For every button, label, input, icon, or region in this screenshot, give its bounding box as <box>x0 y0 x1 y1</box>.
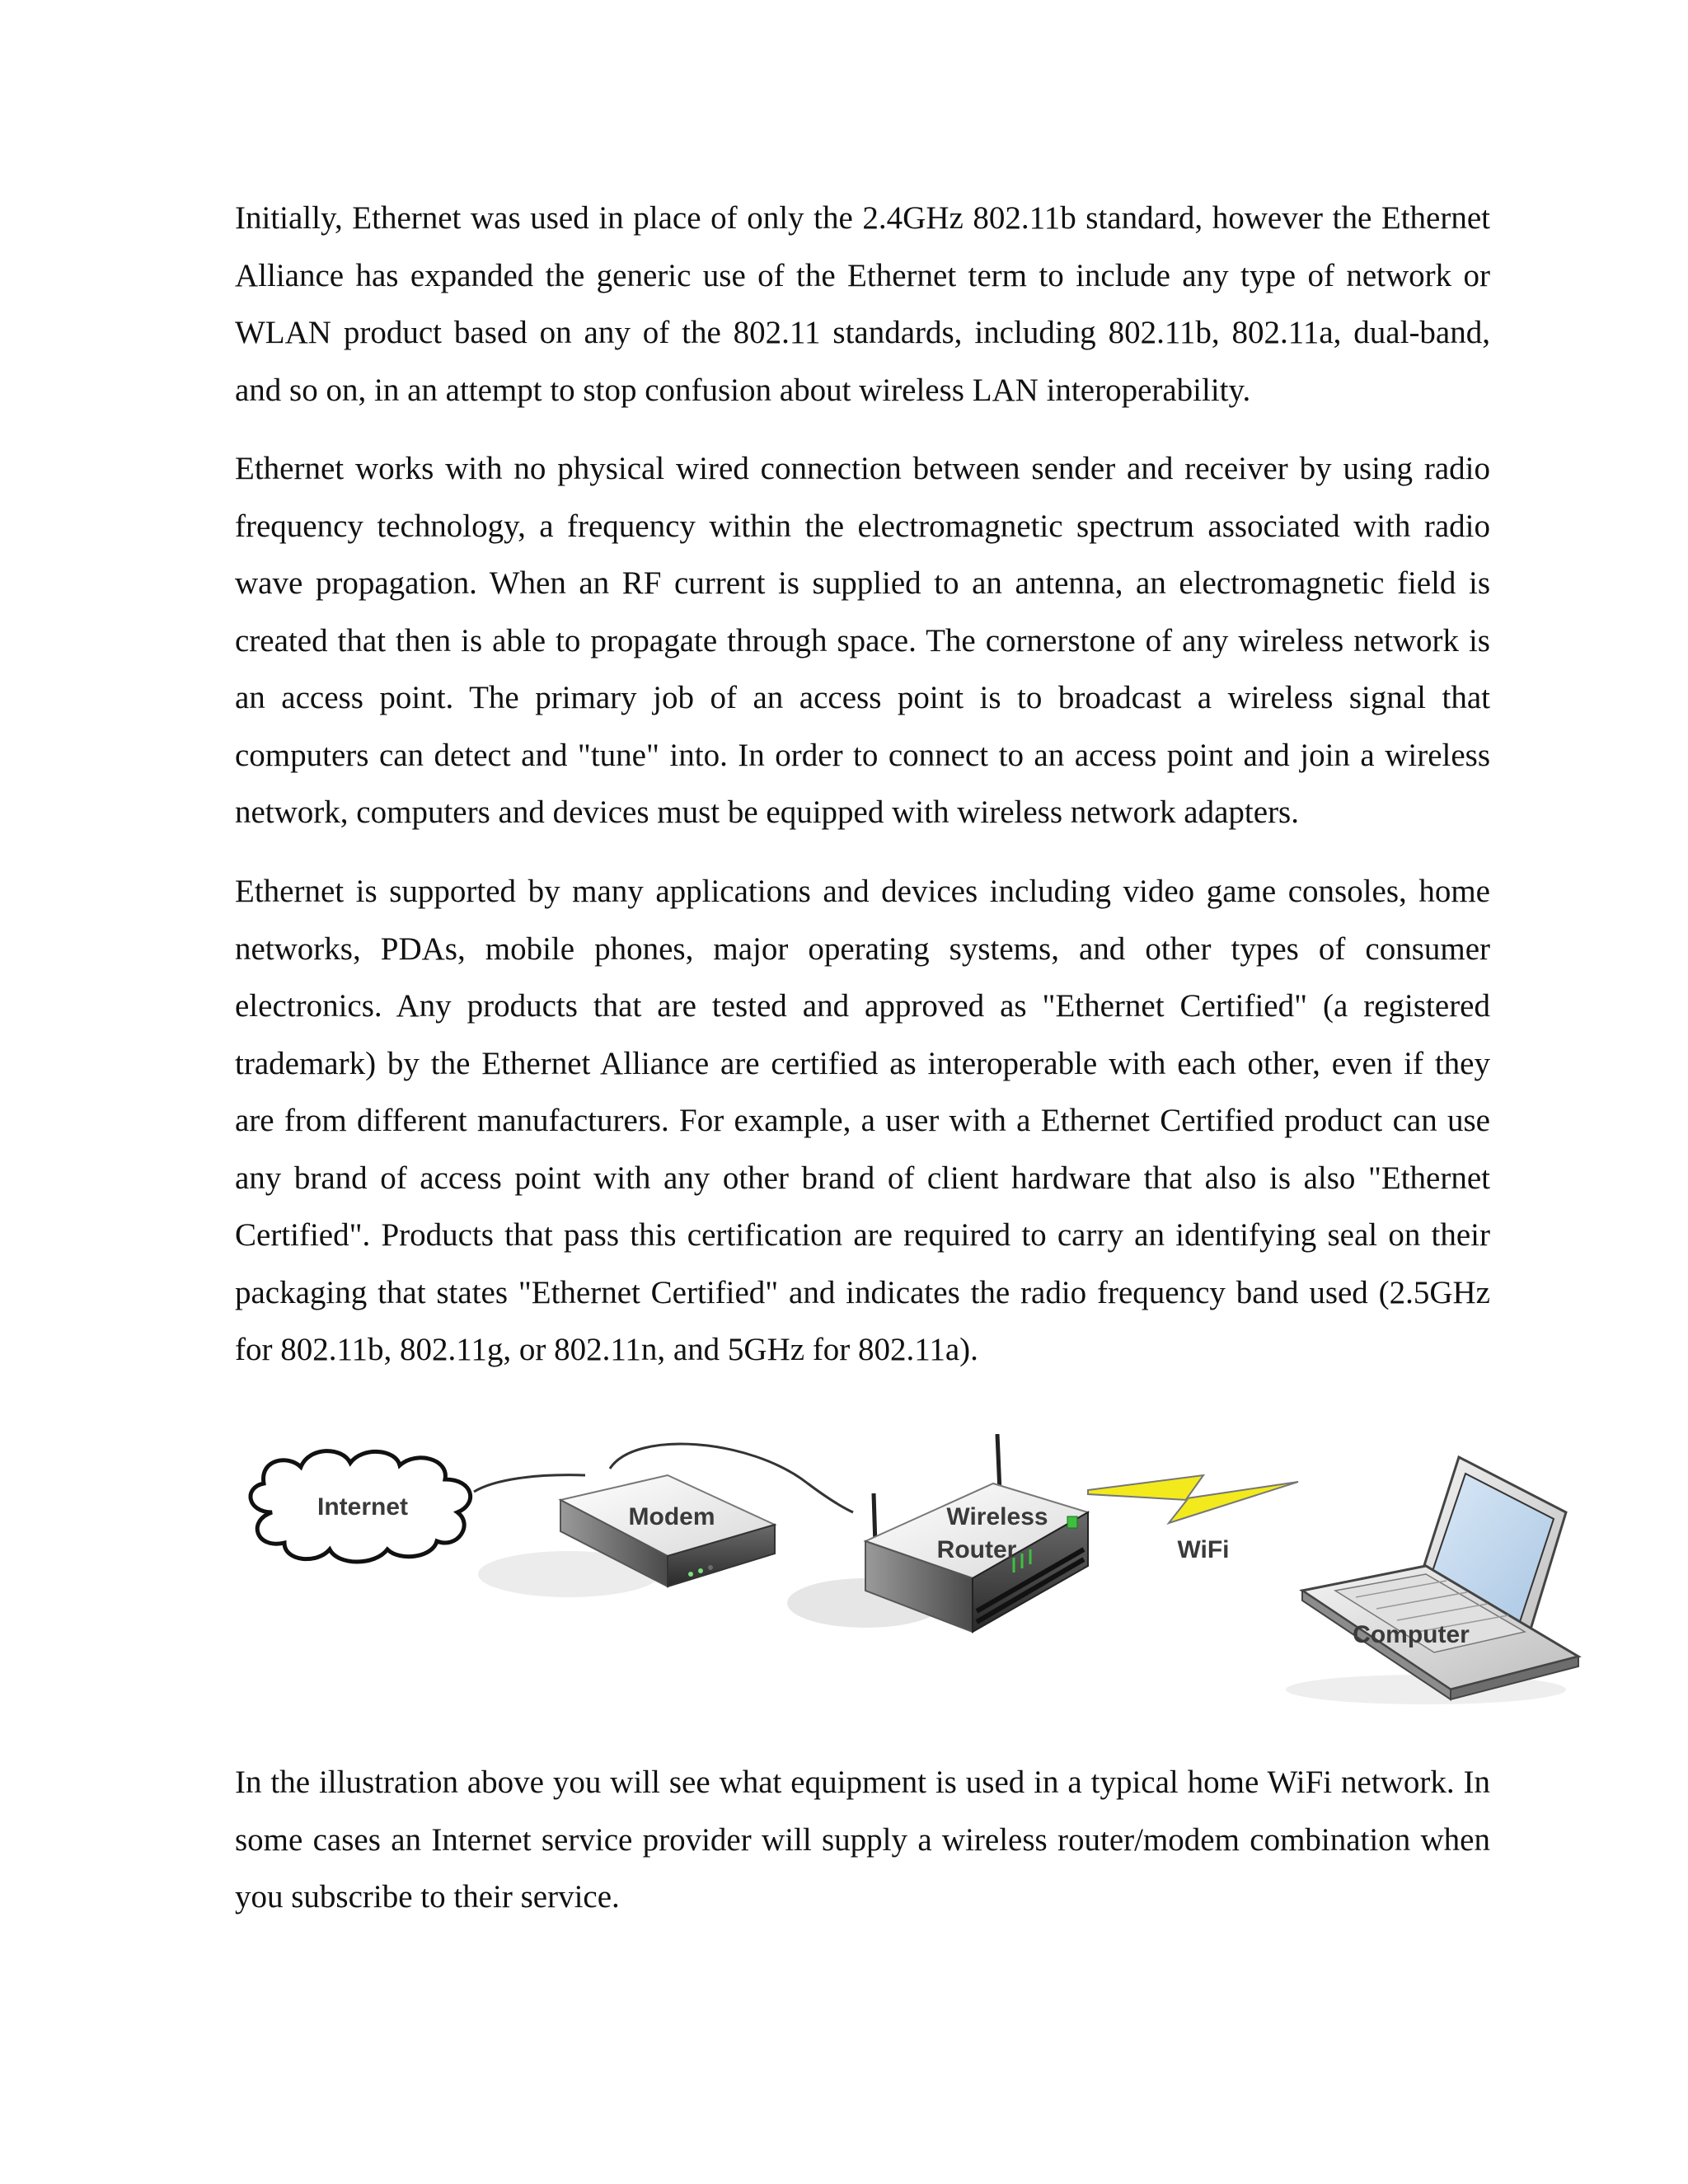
cable-internet-modem <box>474 1475 585 1492</box>
paragraph-2: Ethernet works with no physical wired connection between sender and receiver by using radio frequency technology, a frequency within the electromagnetic spectrum associated with radio wave propagation. When an RF current is supplied to an antenna, an electromagnetic field is created that then is able to propagate through space. The cornerstone of any wireless network is an access point. The primary job of an access point is to broadcast a wireless signal that computers can detect and "tune" into. In order to connect to an access point and join a wireless network, computers and devices must be equipped with wireless network adapters. <box>235 451 1490 830</box>
internet-label: Internet <box>316 1493 409 1521</box>
wireless-router-icon <box>787 1434 1088 1632</box>
router-label-line2: Router <box>936 1536 1017 1563</box>
modem-icon <box>478 1475 775 1597</box>
modem-label: Modem <box>628 1503 715 1530</box>
computer-laptop-icon <box>1286 1457 1578 1704</box>
internet-cloud-icon <box>251 1451 471 1562</box>
wifi-lightning-icon <box>1088 1475 1298 1563</box>
router-label-line1: Wireless <box>946 1503 1048 1530</box>
paragraph-3: Ethernet is supported by many applications and devices including video game consoles, home networks, PDAs, mobile phones, major operating systems, and other types of consumer electronics. Any products that are tested and approved as "Ethernet Certified" (a registered trademark) by the Ethernet Alliance are certified as interoperable with each other, even if they are from different manufacturers. For example, a user with a Ethernet Certified product can use any brand of access point with any other brand of client hardware that also is also "Ethernet Certified". Products that pass this certification are required to carry an identifying seal on their packaging that states "Ethernet Certified" and indicates the radio frequency band used (2.5GHz for 802.11b, 802.11g, or 802.11n, and 5GHz for 802.11a). <box>235 874 1490 1367</box>
wifi-label: WiFi <box>1177 1536 1230 1563</box>
home-network-diagram <box>239 1434 1582 1718</box>
paragraph-4: In the illustration above you will see what equipment is used in a typical home WiFi network. In some cases an Internet service provider will supply a wireless router/modem combination when you subscribe to their service. <box>235 1765 1490 1915</box>
paragraph-1: Initially, Ethernet was used in place of only the 2.4GHz 802.11b standard, however the Ethernet Alliance has expanded the generic use of the Ethernet term to include any type of network or WLAN product based on any of the 802.11 standards, including 802.11b, 802.11a, dual-band, and so on, in an attempt to stop confusion about wireless LAN interoperability. <box>235 200 1490 408</box>
computer-label: Computer <box>1353 1621 1470 1648</box>
